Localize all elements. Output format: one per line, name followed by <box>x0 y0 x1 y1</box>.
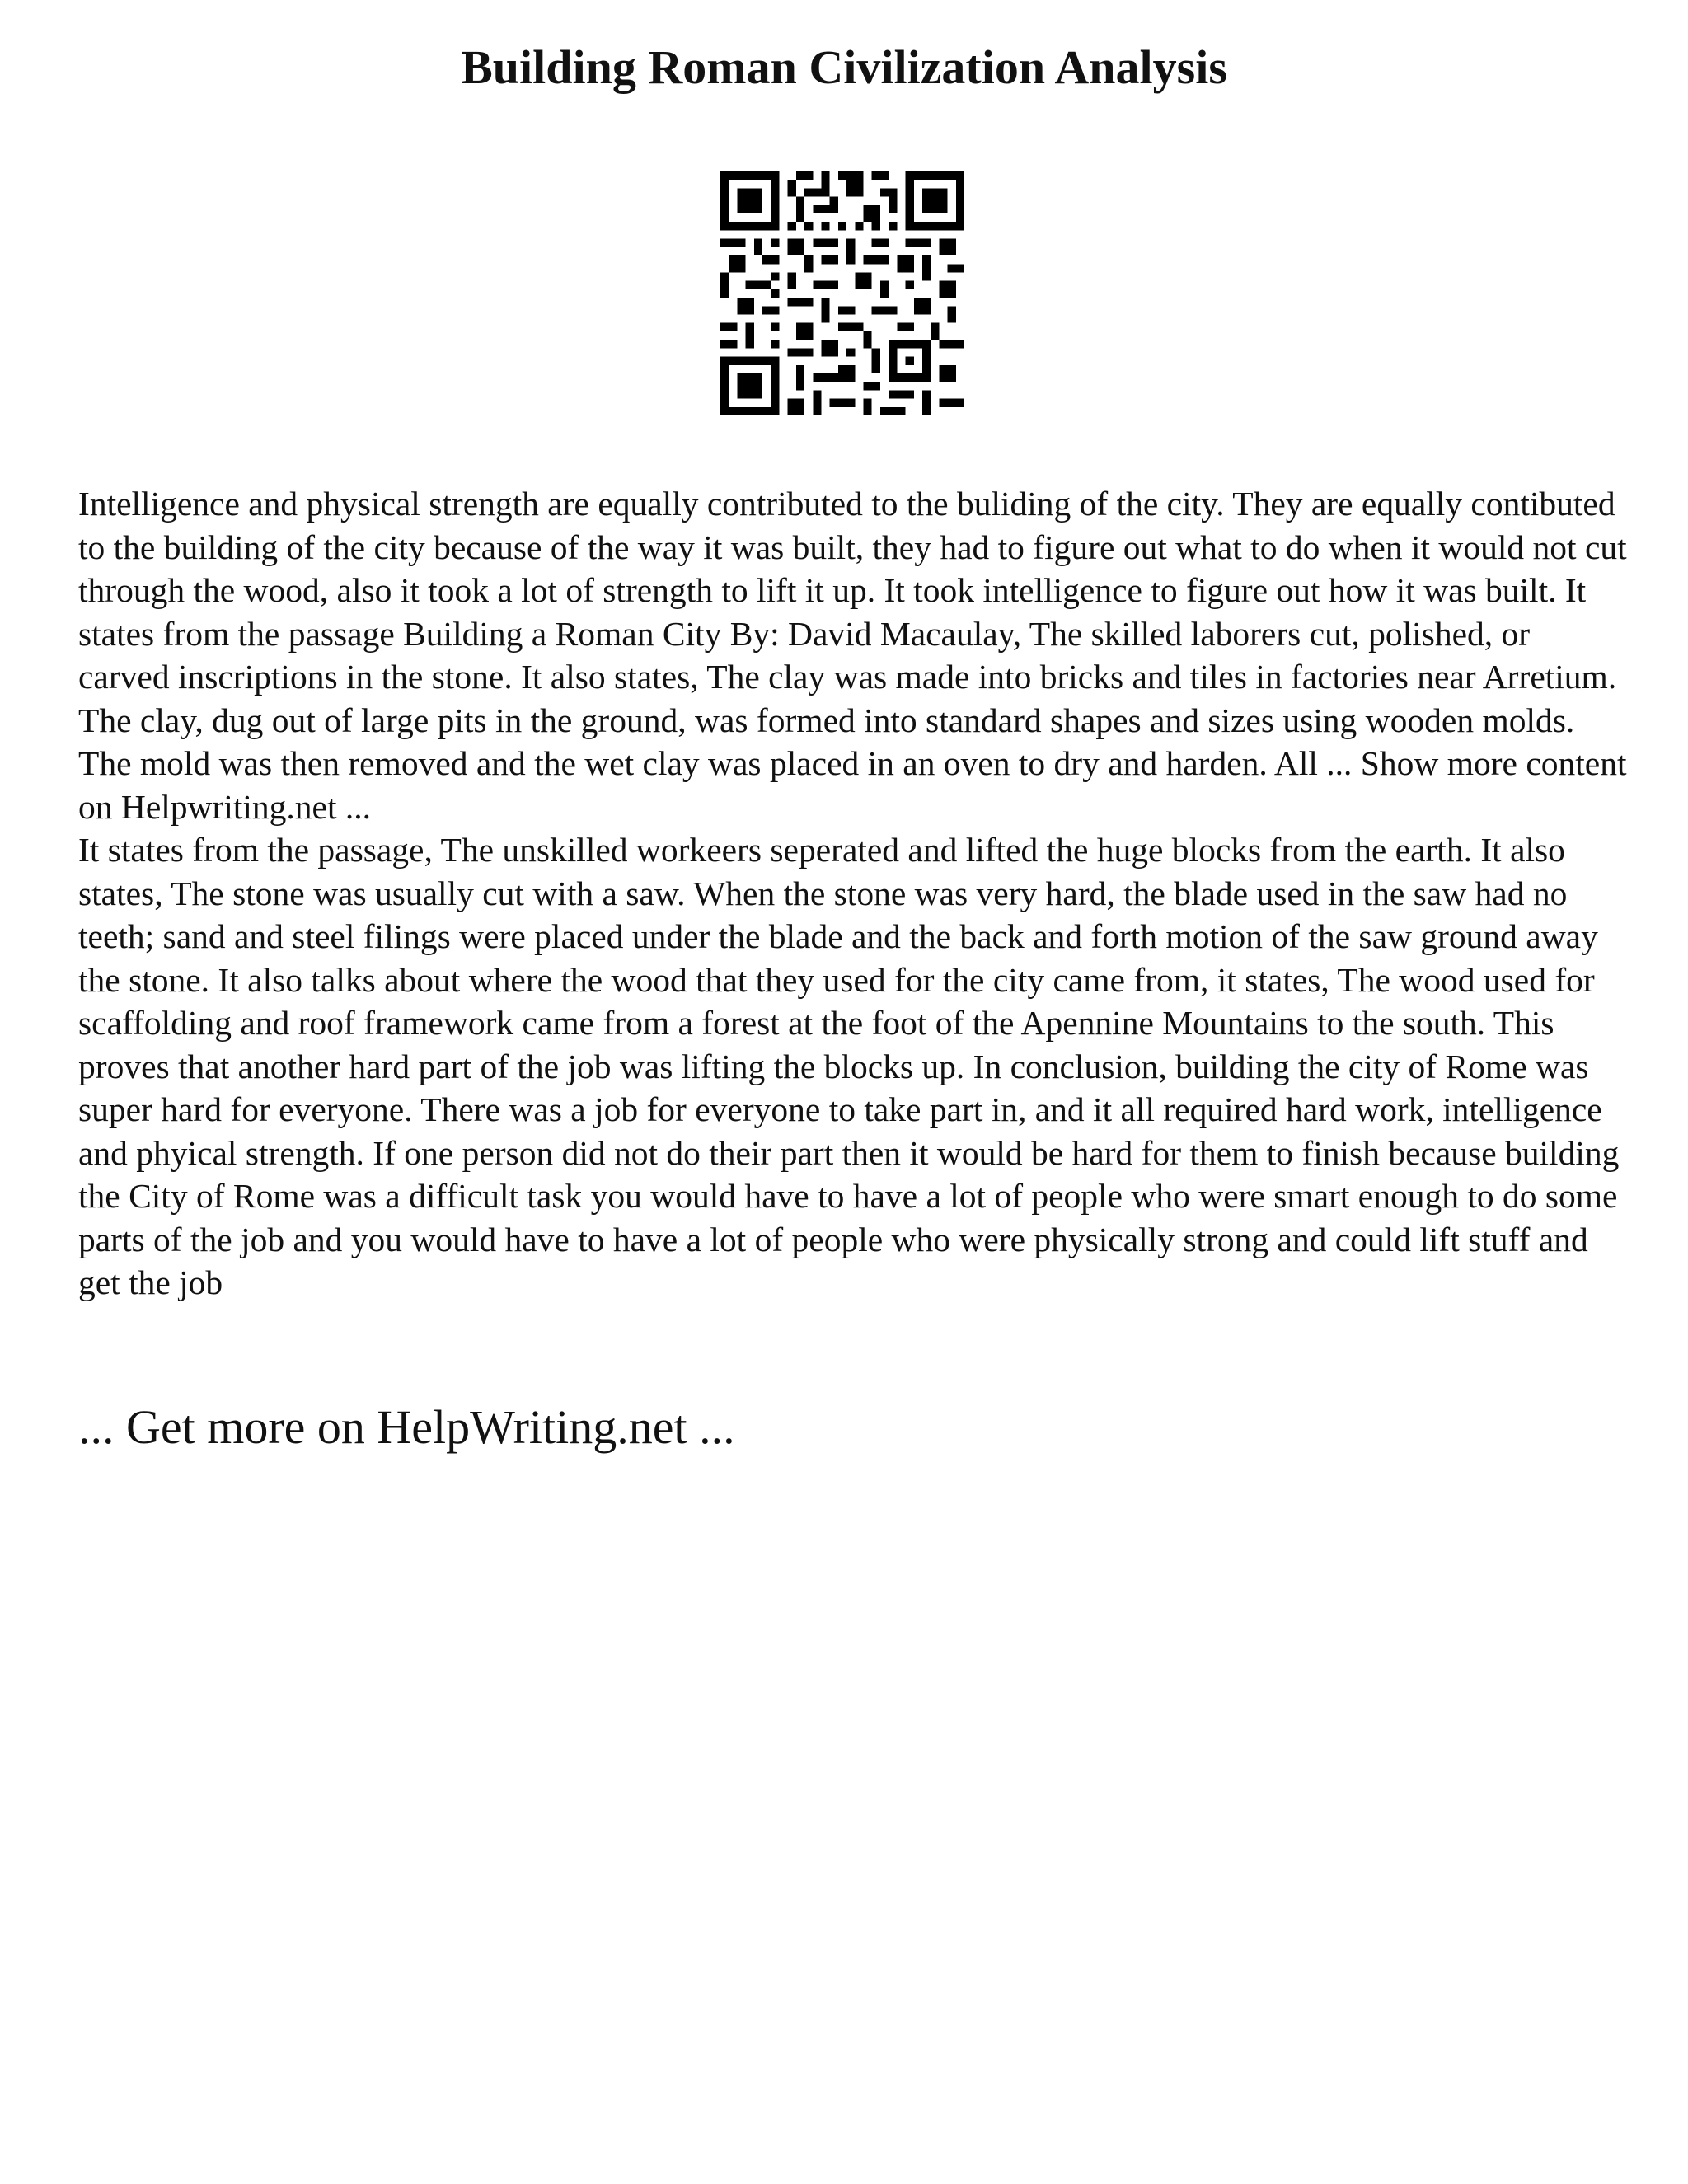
article-body <box>78 482 1628 1305</box>
qr-code-icon[interactable] <box>720 171 964 415</box>
get-more-link[interactable]: ... Get more on HelpWriting.net ... <box>78 1400 735 1454</box>
article-paragraph: Intelligence and physical strength are equally contributed to the buliding of the city. They are equally contibuted to the building of the city because of the way it was built, they had to figure out what to do when it would not cut through the wood, also it took a lot of strength to lift it up. It took intelligence to figure out how it was built. It states from the passage Building a Roman City By: David Macaulay, The skilled laborers cut, polished, or carved inscriptions in the stone. It also states, The clay was made into bricks and tiles in factories near Arretium. The clay, dug out of large pits in the ground, was formed into standard shapes and sizes using wooden molds. The mold was then removed and the wet clay was placed in an oven to dry and harden. All ... Show more content on Helpwriting.net ... <box>78 485 1627 826</box>
article-paragraph: It states from the passage, The unskilled workeers seperated and lifted the huge blocks from the earth. It also states, The stone was usually cut with a saw. When the stone was very hard, the blade used in the saw had no teeth; sand and steel filings were placed under the blade and the back and forth motion of the saw ground away the stone. It also talks about where the wood that they used for the city came from, it states, The wood used for scaffolding and roof framework came from a forest at the foot of the Apennine Mountains to the south. This proves that another hard part of the job was lifting the blocks up. In conclusion, building the city of Rome was super hard for everyone. There was a job for everyone to take part in, and it all required hard work, intelligence and phyical strength. If one person did not do their part then it would be hard for them to finish because building the City of Rome was a difficult task you would have to have a lot of people who were smart enough to do some parts of the job and you would have to have a lot of people who were physically strong and could lift stuff and get the job <box>78 831 1620 1301</box>
document-title: Building Roman Civilization Analysis <box>461 40 1227 94</box>
